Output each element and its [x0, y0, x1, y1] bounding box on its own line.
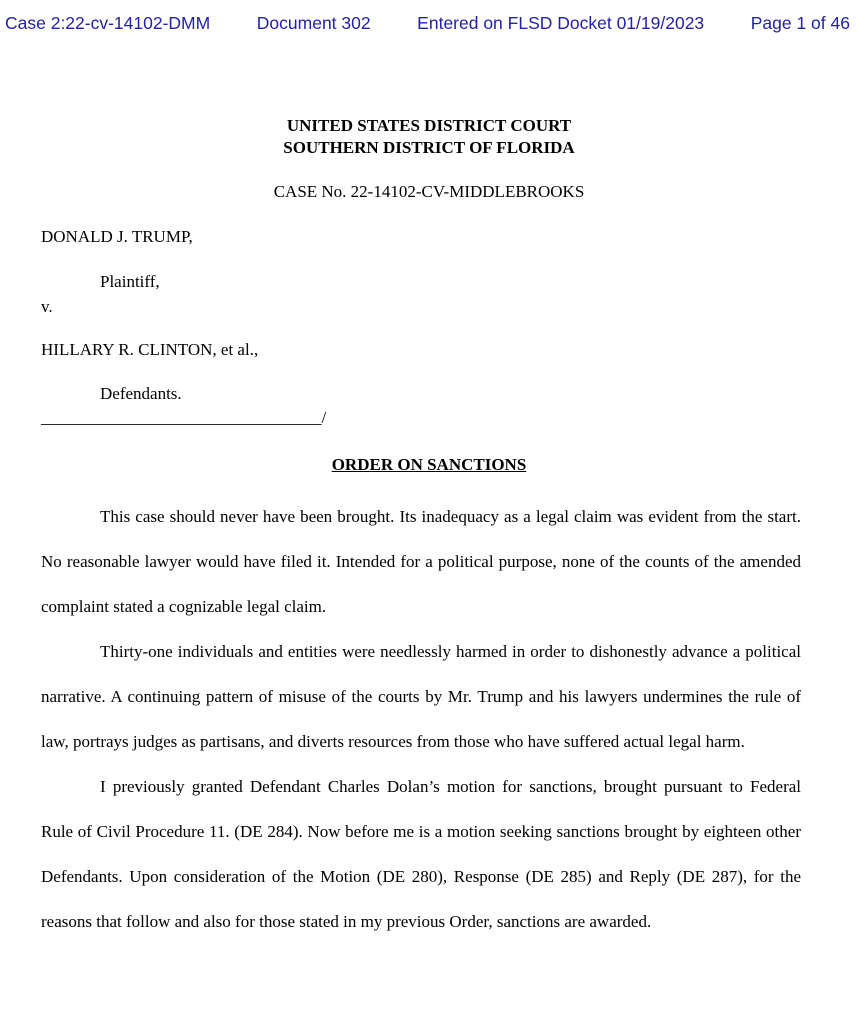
plaintiff-role: Plaintiff,	[100, 272, 160, 291]
body-paragraph: This case should never have been brought. Its inadequacy as a legal claim was evident from the start. No reasonable lawyer would have filed it. Intended for a political purpose, none of the counts of the amended complaint stated a cognizable legal claim.	[41, 507, 801, 616]
header-page-number: Page 1 of 46	[750, 13, 850, 33]
header-document-number: Document 302	[256, 13, 371, 33]
body-paragraph: I previously granted Defendant Charles Dolan’s motion for sanctions, brought pursuant to Federal Rule of Civil Procedure 11. (DE 284). Now before me is a motion seeking sanctions brought by eighteen other Defendants. Upon consideration of the Motion (DE 280), Response (DE 285) and Reply (DE 287), for the reasons that follow and also for those stated in my previous Order, sanctions are awarded.	[41, 777, 801, 931]
case-number: CASE No. 22-14102-CV-MIDDLEBROOKS	[273, 182, 585, 201]
docket-header	[5, 13, 850, 34]
header-entered-date: Entered on FLSD Docket 01/19/2023	[417, 13, 705, 33]
body-paragraph: Thirty-one individuals and entities were needlessly harmed in order to dishonestly advance a political narrative. A continuing pattern of misuse of the courts by Mr. Trump and his lawyers undermines the rule of law, portrays judges as partisans, and diverts resources from those who have suffered actual legal harm.	[41, 642, 801, 751]
order-title: ORDER ON SANCTIONS	[331, 455, 527, 474]
plaintiff-name: DONALD J. TRUMP,	[41, 227, 193, 246]
defendant-name: HILLARY R. CLINTON, et al.,	[41, 340, 259, 359]
header-case-number: Case 2:22-cv-14102-DMM	[5, 13, 211, 33]
court-district: SOUTHERN DISTRICT OF FLORIDA	[283, 138, 575, 157]
versus-label: v.	[41, 297, 53, 316]
caption-divider: _________________________________/	[41, 408, 327, 427]
court-name: UNITED STATES DISTRICT COURT	[286, 116, 572, 135]
court-heading	[0, 115, 858, 159]
order-body	[41, 494, 801, 944]
defendant-role: Defendants.	[100, 384, 182, 403]
